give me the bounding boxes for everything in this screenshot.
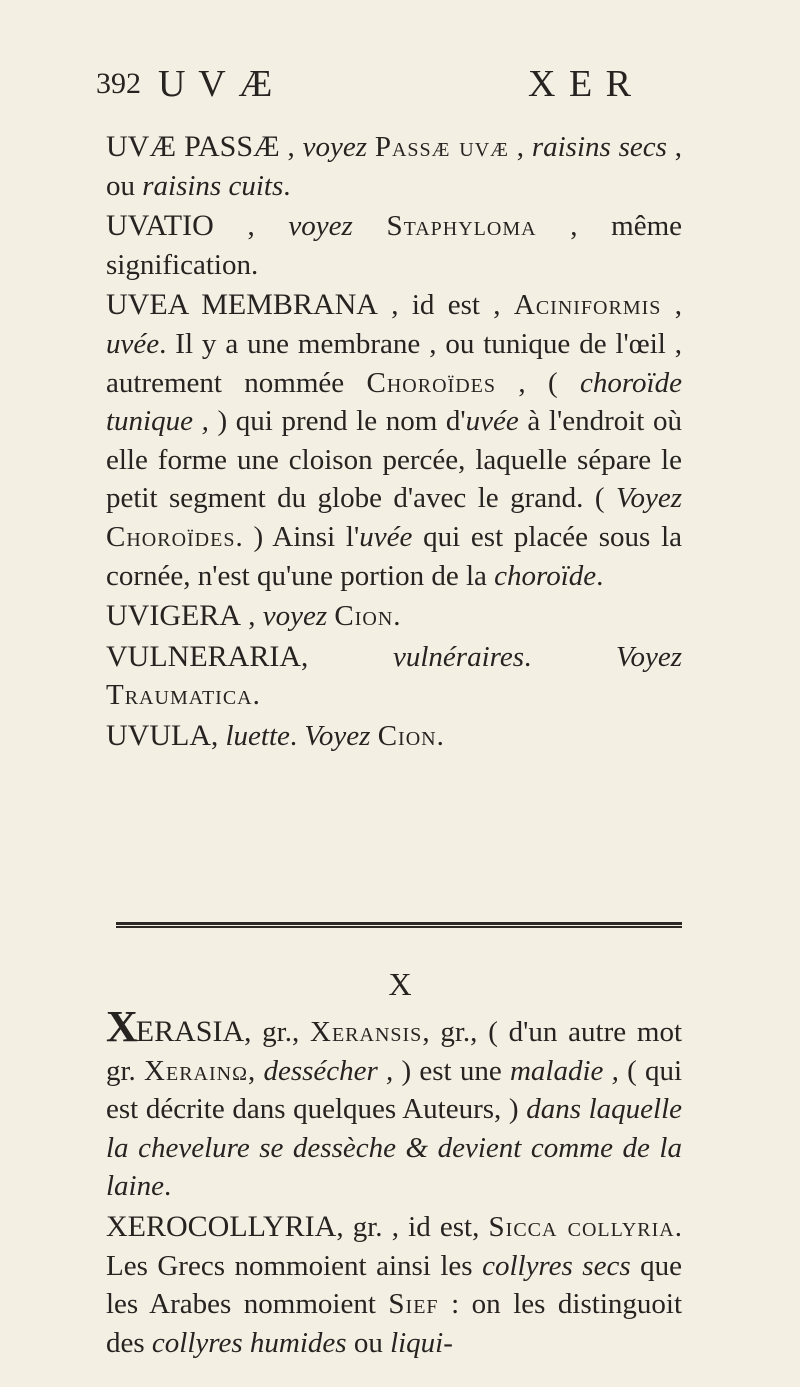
lemma: UVIGERA (106, 599, 241, 633)
entry-uvatio: UVATIO , voyez Staphyloma , même signification. (106, 209, 683, 281)
lemma: UVÆ PASSÆ (106, 130, 280, 163)
entries-x-section (106, 1002, 683, 1364)
section-divider-rule (116, 922, 682, 928)
lemma: UVULA (106, 718, 211, 752)
entry-uvae-passae: UVÆ PASSÆ , voyez Passæ uvæ , raisins secs , ou raisins cuits. (106, 130, 683, 202)
cross-reference: Staphyloma (386, 210, 537, 243)
cross-reference: Cion (334, 600, 394, 633)
cross-reference: Traumatica (106, 679, 253, 712)
lemma: VULNERARIA (106, 639, 301, 673)
lemma: UVATIO (106, 209, 214, 243)
section-letter-heading: X (388, 966, 412, 1002)
lemma: ERASIA (135, 1015, 245, 1048)
header-left-title: U V Æ (158, 63, 275, 105)
entry-vulneraria: VULNERARIA, vulnéraires. Voyez Traumatica. (106, 639, 683, 712)
entries-u-section (106, 128, 682, 758)
entry-uvula: UVULA, luette. Voyez Cion. (106, 718, 444, 752)
header-right-title: X E R (528, 63, 633, 105)
running-header (96, 56, 716, 112)
cross-reference: Passæ uvæ (374, 131, 509, 163)
lemma: UVEA MEMBRANA (106, 288, 378, 322)
entry-uvea-membrana: UVEA MEMBRANA , id est , Aciniformis , uvée. Il y a une membrane , ou tunique de l'œil , autrement nommée Choroïdes , ( choroïde tunique , ) qui prend le nom d'uvée à l'endroit où elle forme une cloison percée, laquelle sépare le petit segment du globe d'avec le grand. ( Voyez Choroïdes. ) Ainsi l'uvée qui est placée sous la cornée, n'est qu'une portion de la choroïde. (106, 288, 682, 592)
entry-xerasia: XERASIA, gr., Xeransis, gr., ( d'un autre mot gr. Xerainω, dessécher , ) est une maladie , ( qui est décrite dans quelques Auteurs, ) dans laquelle la chevelure se dessèche & devient comme de la laine. (106, 1002, 683, 1203)
cross-reference: Cion (377, 719, 437, 752)
lemma: XEROCOLLYRIA (106, 1209, 337, 1243)
drop-cap: X (106, 1002, 136, 1051)
page-number: 392 (96, 67, 141, 100)
entry-xerocollyria: XEROCOLLYRIA, gr. , id est, Sicca collyria. Les Grecs nommoient ainsi les collyres secs que les Arabes nommoient Sief : on les distinguoit des collyres humides ou liqui- (106, 1209, 683, 1359)
entry-uvigera: UVIGERA , voyez Cion. (106, 599, 401, 633)
